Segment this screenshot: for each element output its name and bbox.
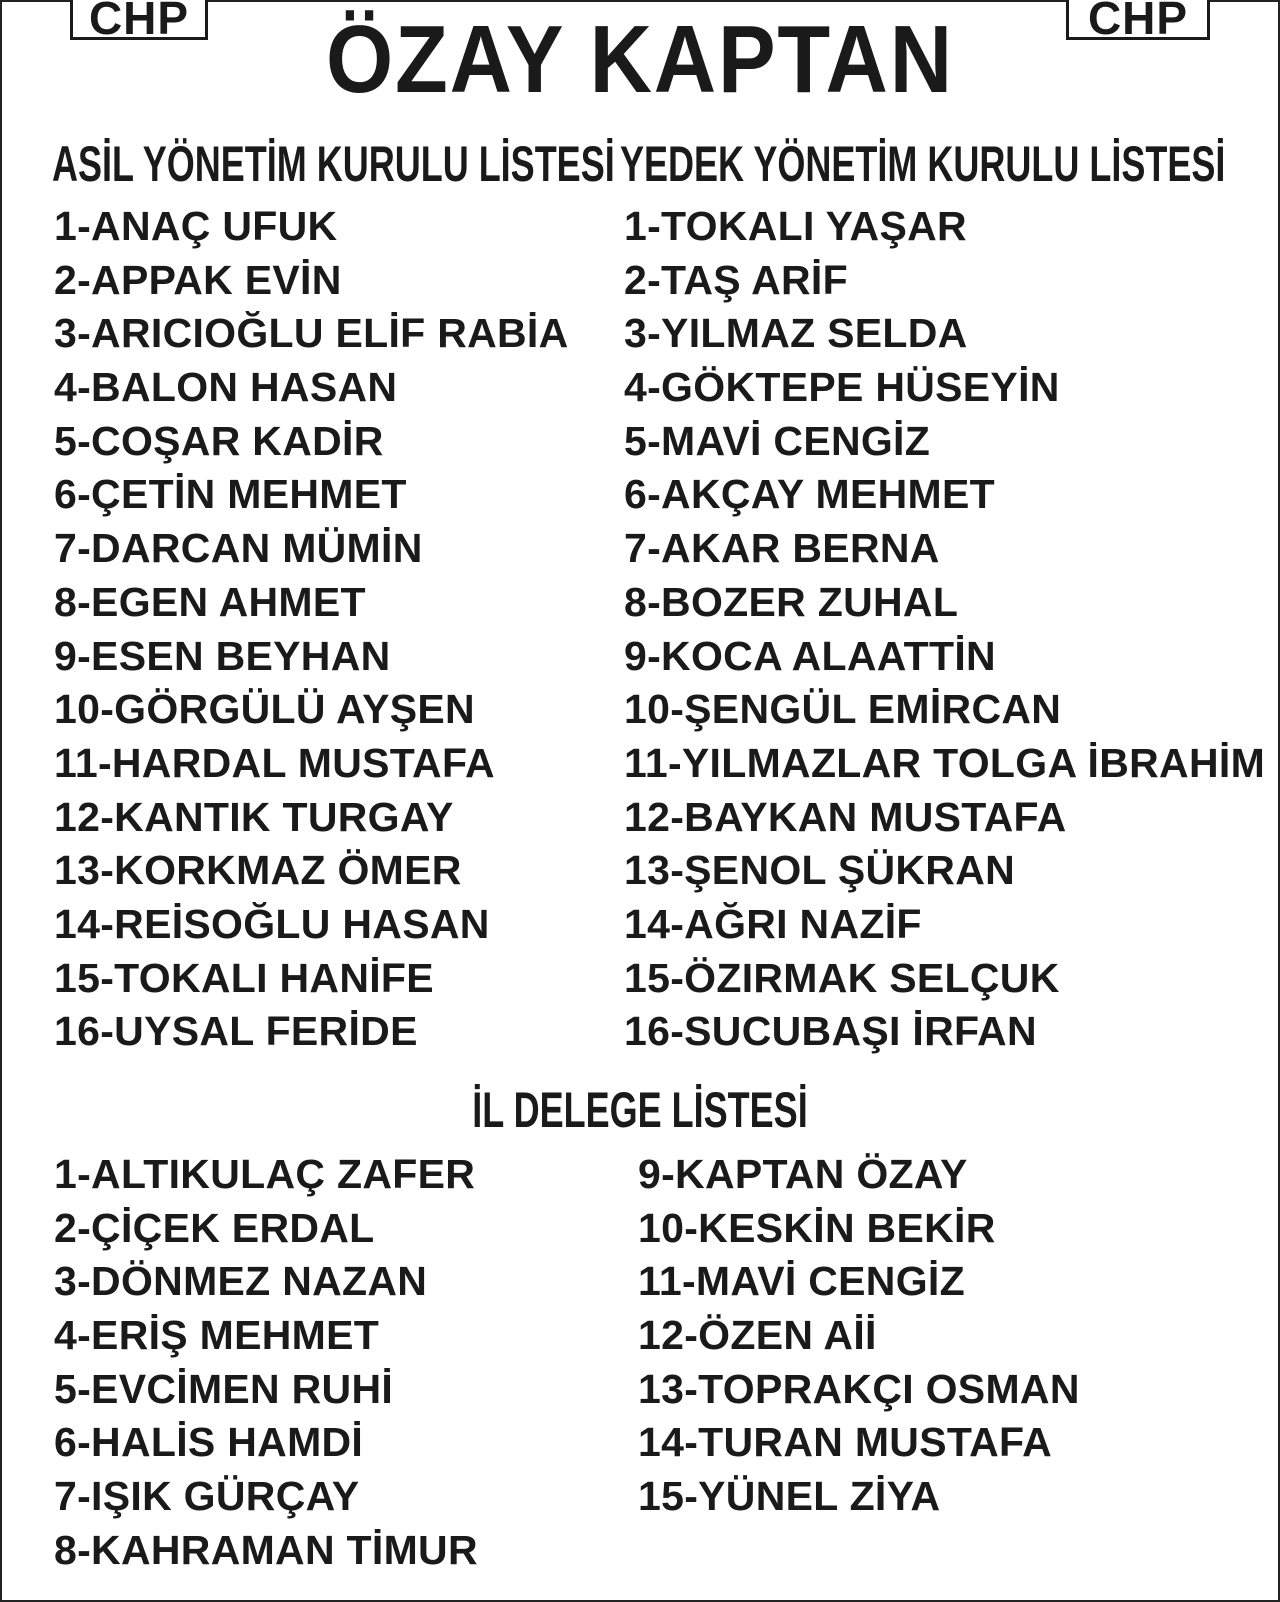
list-item: 14-TURAN MUSTAFA	[638, 1419, 1053, 1466]
list-item: 9-KOCA ALAATTİN	[624, 632, 996, 679]
list-item: 16-UYSAL FERİDE	[54, 1008, 418, 1055]
list-item: 8-EGEN AHMET	[54, 578, 366, 625]
list-item: 8-BOZER ZUHAL	[624, 578, 959, 625]
list-item: 14-REİSOĞLU HASAN	[54, 900, 490, 947]
list-item: 2-ÇİÇEK ERDAL	[54, 1204, 375, 1251]
list-item: 2-TAŞ ARİF	[624, 256, 848, 303]
list-item: 6-AKÇAY MEHMET	[624, 471, 995, 518]
yedek-list-heading: YEDEK YÖNETİM KURULU LİSTESİ	[620, 136, 1226, 192]
il-delege-list-left	[54, 1148, 478, 1578]
list-item: 5-COŞAR KADİR	[54, 417, 384, 464]
list-item: 10-KESKİN BEKİR	[638, 1204, 996, 1251]
list-item: 13-TOPRAKÇI OSMAN	[638, 1365, 1080, 1412]
list-item: 4-BALON HASAN	[54, 364, 398, 411]
list-item: 9-ESEN BEYHAN	[54, 632, 391, 679]
list-item: 12-BAYKAN MUSTAFA	[624, 793, 1067, 840]
yedek-list	[624, 200, 1265, 1059]
il-delege-list-right	[638, 1148, 1080, 1524]
list-item: 15-YÜNEL ZİYA	[638, 1473, 941, 1520]
list-item: 6-ÇETİN MEHMET	[54, 471, 407, 518]
list-item: 3-ARICIOĞLU ELİF RABİA	[54, 310, 569, 357]
list-item: 15-TOKALI HANİFE	[54, 954, 434, 1001]
logo-text: CHP	[1087, 0, 1189, 40]
list-item: 7-AKAR BERNA	[624, 525, 940, 572]
asil-list	[54, 200, 569, 1059]
list-item: 5-MAVİ CENGİZ	[624, 417, 931, 464]
list-item: 10-ŞENGÜL EMİRCAN	[624, 686, 1062, 733]
list-item: 11-MAVİ CENGİZ	[638, 1258, 965, 1305]
il-delege-heading: İL DELEGE LİSTESİ	[472, 1082, 808, 1138]
list-item: 13-KORKMAZ ÖMER	[54, 847, 462, 894]
list-item: 16-SUCUBAŞI İRFAN	[624, 1008, 1037, 1055]
asil-list-heading: ASİL YÖNETİM KURULU LİSTESİ	[52, 136, 615, 192]
list-item: 11-HARDAL MUSTAFA	[54, 739, 495, 786]
list-item: 6-HALİS HAMDİ	[54, 1419, 364, 1466]
list-item: 3-YILMAZ SELDA	[624, 310, 968, 357]
list-item: 3-DÖNMEZ NAZAN	[54, 1258, 428, 1305]
list-item: 12-ÖZEN Aİİ	[638, 1312, 877, 1359]
list-item: 2-APPAK EVİN	[54, 256, 342, 303]
list-item: 7-DARCAN MÜMİN	[54, 525, 423, 572]
list-item: 13-ŞENOL ŞÜKRAN	[624, 847, 1016, 894]
list-item: 4-GÖKTEPE HÜSEYİN	[624, 364, 1060, 411]
list-item: 14-AĞRI NAZİF	[624, 900, 922, 947]
list-item: 5-EVCİMEN RUHİ	[54, 1365, 394, 1412]
list-item: 1-ALTIKULAÇ ZAFER	[54, 1151, 476, 1197]
logo-text: CHP	[88, 0, 190, 40]
list-item: 12-KANTIK TURGAY	[54, 793, 454, 840]
list-item: 9-KAPTAN ÖZAY	[638, 1151, 968, 1197]
list-item: 15-ÖZIRMAK SELÇUK	[624, 954, 1060, 1001]
list-item: 11-YILMAZLAR TOLGA İBRAHİM	[624, 739, 1266, 786]
list-item: 10-GÖRGÜLÜ AYŞEN	[54, 686, 475, 733]
list-item: 4-ERİŞ MEHMET	[54, 1312, 380, 1359]
page-title: ÖZAY KAPTAN	[326, 6, 954, 113]
list-item: 1-ANAÇ UFUK	[54, 203, 338, 249]
list-item: 7-IŞIK GÜRÇAY	[54, 1473, 360, 1520]
list-item: 1-TOKALI YAŞAR	[624, 203, 967, 249]
list-item: 8-KAHRAMAN TİMUR	[54, 1526, 478, 1573]
